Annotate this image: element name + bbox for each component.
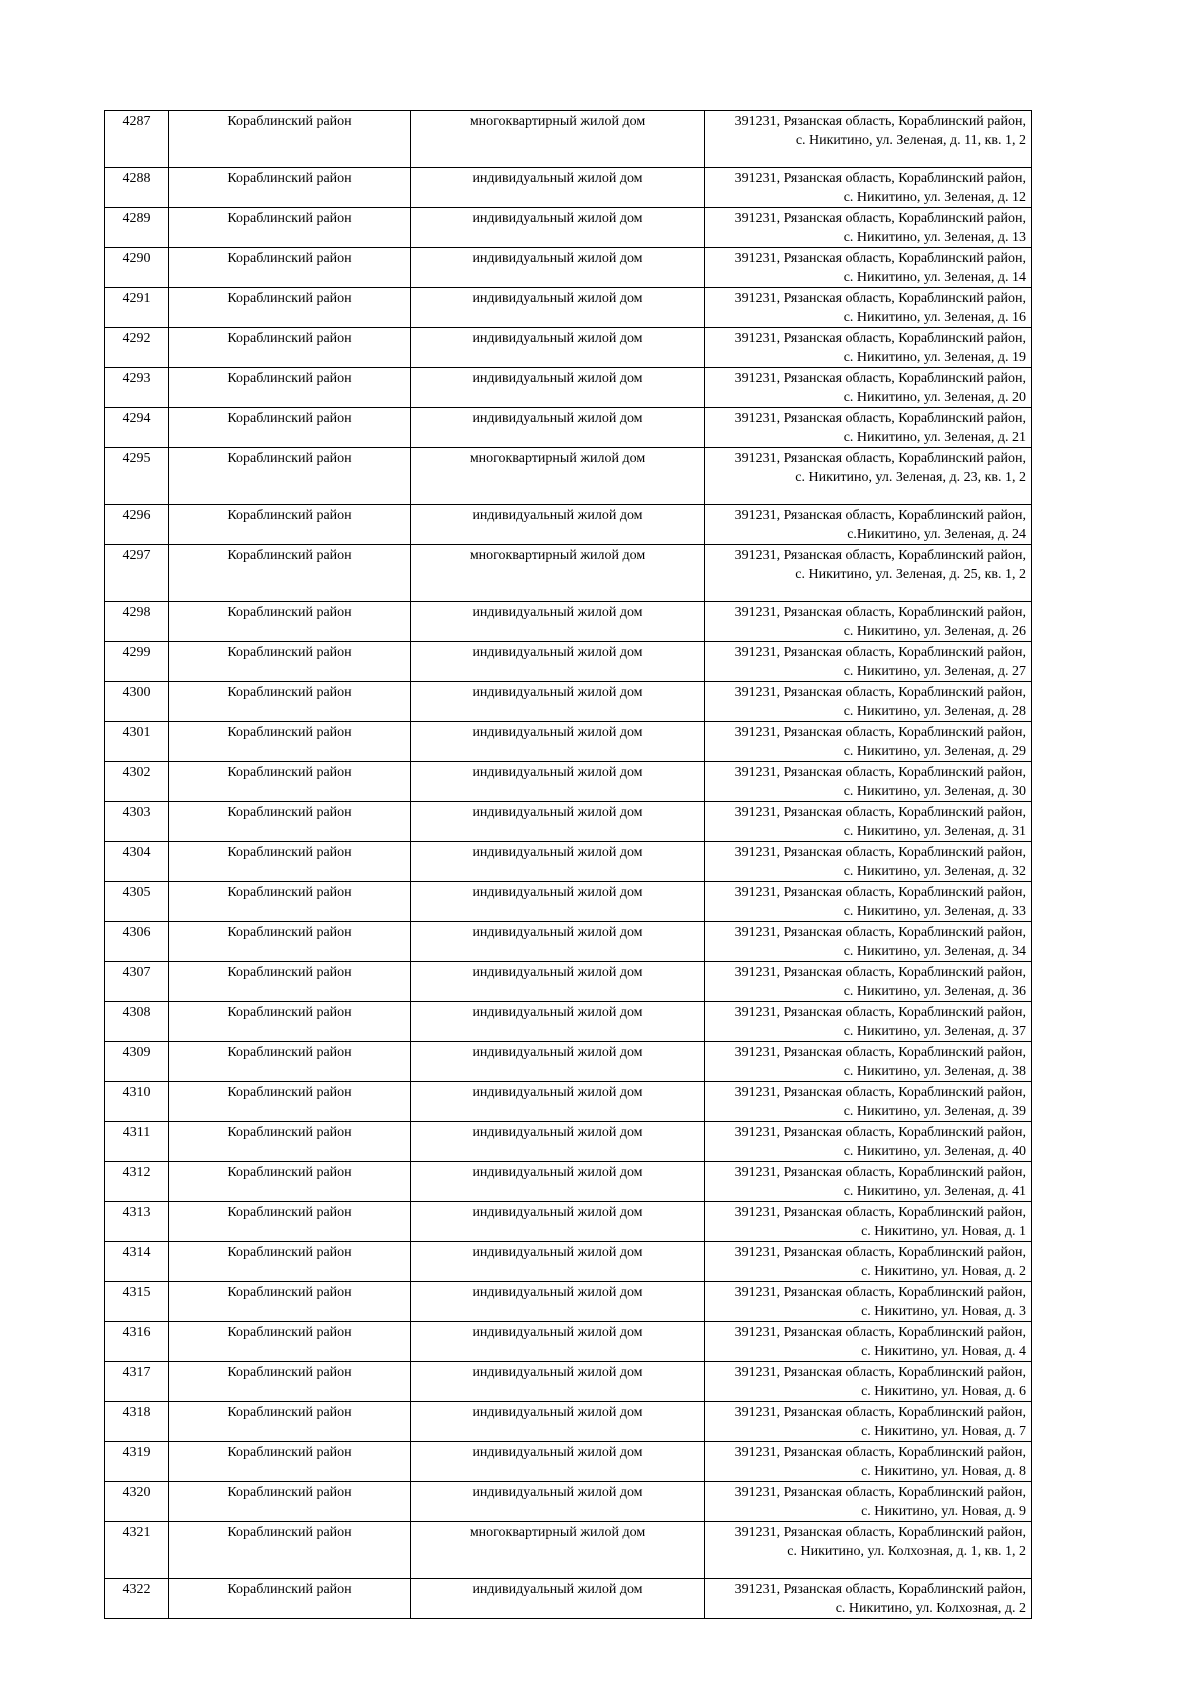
district-cell: Кораблинский район (169, 922, 411, 962)
building-type-cell: индивидуальный жилой дом (411, 1579, 705, 1619)
address-line-2: с. Никитино, ул. Новая, д. 2 (861, 1264, 1026, 1279)
district-cell: Кораблинский район (169, 168, 411, 208)
address-line-1: 391231, Рязанская область, Кораблинский район, (734, 1045, 1026, 1060)
building-type-cell: индивидуальный жилой дом (411, 1362, 705, 1402)
address-cell (705, 722, 1032, 762)
row-number-cell: 4322 (105, 1579, 169, 1619)
row-number-cell: 4295 (105, 448, 169, 505)
table-row (105, 408, 1032, 448)
row-number-cell: 4300 (105, 682, 169, 722)
address-cell (705, 1042, 1032, 1082)
address-line-2: с. Никитино, ул. Зеленая, д. 41 (843, 1184, 1026, 1199)
district-cell: Кораблинский район (169, 545, 411, 602)
address-line-1: 391231, Рязанская область, Кораблинский район, (734, 725, 1026, 740)
district-cell: Кораблинский район (169, 111, 411, 168)
building-type-cell: индивидуальный жилой дом (411, 882, 705, 922)
row-number-cell: 4288 (105, 168, 169, 208)
table-row (105, 1082, 1032, 1122)
building-type-cell: индивидуальный жилой дом (411, 248, 705, 288)
address-line-1: 391231, Рязанская область, Кораблинский район, (734, 371, 1026, 386)
row-number-cell: 4303 (105, 802, 169, 842)
address-cell (705, 1579, 1032, 1619)
table-row (105, 1522, 1032, 1579)
address-line-1: 391231, Рязанская область, Кораблинский район, (734, 805, 1026, 820)
district-cell: Кораблинский район (169, 722, 411, 762)
address-line-1: 391231, Рязанская область, Кораблинский район, (734, 885, 1026, 900)
address-cell (705, 1002, 1032, 1042)
address-line-1: 391231, Рязанская область, Кораблинский район, (734, 1205, 1026, 1220)
building-type-cell: индивидуальный жилой дом (411, 1402, 705, 1442)
address-line-2: с. Никитино, ул. Зеленая, д. 33 (843, 904, 1026, 919)
district-cell: Кораблинский район (169, 1082, 411, 1122)
building-type-cell: многоквартирный жилой дом (411, 448, 705, 505)
address-cell (705, 1442, 1032, 1482)
address-line-1: 391231, Рязанская область, Кораблинский район, (734, 1525, 1026, 1540)
address-cell (705, 368, 1032, 408)
address-cell (705, 408, 1032, 448)
address-cell (705, 505, 1032, 545)
address-line-2: с. Никитино, ул. Зеленая, д. 38 (843, 1064, 1026, 1079)
address-line-2: с. Никитино, ул. Зеленая, д. 12 (843, 190, 1026, 205)
district-cell: Кораблинский район (169, 1202, 411, 1242)
address-line-2: с. Никитино, ул. Зеленая, д. 36 (843, 984, 1026, 999)
address-line-2: с. Никитино, ул. Зеленая, д. 40 (843, 1144, 1026, 1159)
district-cell: Кораблинский район (169, 1442, 411, 1482)
address-cell (705, 208, 1032, 248)
address-line-2: с. Никитино, ул. Новая, д. 9 (861, 1504, 1026, 1519)
row-number-cell: 4302 (105, 762, 169, 802)
address-line-2: с. Никитино, ул. Новая, д. 7 (861, 1424, 1026, 1439)
address-line-2: с. Никитино, ул. Зеленая, д. 26 (843, 624, 1026, 639)
table-row (105, 1322, 1032, 1362)
address-cell (705, 682, 1032, 722)
building-type-cell: индивидуальный жилой дом (411, 1482, 705, 1522)
district-cell: Кораблинский район (169, 1242, 411, 1282)
building-type-cell: многоквартирный жилой дом (411, 545, 705, 602)
row-number-cell: 4311 (105, 1122, 169, 1162)
address-line-2: с. Никитино, ул. Колхозная, д. 1, кв. 1, 2 (787, 1544, 1026, 1559)
address-cell (705, 922, 1032, 962)
address-cell (705, 168, 1032, 208)
table-row (105, 545, 1032, 602)
building-type-cell: индивидуальный жилой дом (411, 842, 705, 882)
address-line-1: 391231, Рязанская область, Кораблинский район, (734, 411, 1026, 426)
table-row (105, 1442, 1032, 1482)
building-type-cell: индивидуальный жилой дом (411, 802, 705, 842)
address-line-1: 391231, Рязанская область, Кораблинский район, (734, 548, 1026, 563)
district-cell: Кораблинский район (169, 1002, 411, 1042)
address-line-1: 391231, Рязанская область, Кораблинский район, (734, 114, 1026, 129)
table-row (105, 1242, 1032, 1282)
address-cell (705, 1162, 1032, 1202)
address-line-2: с. Никитино, ул. Зеленая, д. 20 (843, 390, 1026, 405)
registry-table (104, 110, 1032, 1619)
address-line-1: 391231, Рязанская область, Кораблинский район, (734, 211, 1026, 226)
address-cell (705, 1362, 1032, 1402)
building-type-cell: индивидуальный жилой дом (411, 1082, 705, 1122)
address-line-2: с. Никитино, ул. Зеленая, д. 23, кв. 1, 2 (795, 470, 1026, 485)
address-line-1: 391231, Рязанская область, Кораблинский район, (734, 331, 1026, 346)
row-number-cell: 4307 (105, 962, 169, 1002)
building-type-cell: индивидуальный жилой дом (411, 1042, 705, 1082)
address-line-1: 391231, Рязанская область, Кораблинский район, (734, 965, 1026, 980)
district-cell: Кораблинский район (169, 962, 411, 1002)
district-cell: Кораблинский район (169, 288, 411, 328)
building-type-cell: индивидуальный жилой дом (411, 328, 705, 368)
address-line-2: с. Никитино, ул. Зеленая, д. 34 (843, 944, 1026, 959)
row-number-cell: 4292 (105, 328, 169, 368)
address-cell (705, 1402, 1032, 1442)
building-type-cell: индивидуальный жилой дом (411, 762, 705, 802)
building-type-cell: индивидуальный жилой дом (411, 208, 705, 248)
district-cell: Кораблинский район (169, 1322, 411, 1362)
address-cell (705, 1322, 1032, 1362)
address-line-1: 391231, Рязанская область, Кораблинский район, (734, 508, 1026, 523)
building-type-cell: индивидуальный жилой дом (411, 1442, 705, 1482)
address-cell (705, 1522, 1032, 1579)
address-line-2: с. Никитино, ул. Зеленая, д. 30 (843, 784, 1026, 799)
district-cell: Кораблинский район (169, 328, 411, 368)
table-row (105, 762, 1032, 802)
address-cell (705, 1282, 1032, 1322)
table-row (105, 602, 1032, 642)
address-line-1: 391231, Рязанская область, Кораблинский район, (734, 1582, 1026, 1597)
address-line-1: 391231, Рязанская область, Кораблинский район, (734, 1325, 1026, 1340)
address-line-2: с. Никитино, ул. Зеленая, д. 16 (843, 310, 1026, 325)
address-cell (705, 111, 1032, 168)
table-row (105, 1362, 1032, 1402)
row-number-cell: 4321 (105, 1522, 169, 1579)
address-line-2: с. Никитино, ул. Зеленая, д. 11, кв. 1, 2 (795, 133, 1026, 148)
building-type-cell: индивидуальный жилой дом (411, 505, 705, 545)
row-number-cell: 4320 (105, 1482, 169, 1522)
address-line-2: с. Никитино, ул. Новая, д. 3 (861, 1304, 1026, 1319)
row-number-cell: 4291 (105, 288, 169, 328)
district-cell: Кораблинский район (169, 762, 411, 802)
district-cell: Кораблинский район (169, 208, 411, 248)
row-number-cell: 4305 (105, 882, 169, 922)
row-number-cell: 4313 (105, 1202, 169, 1242)
table-row (105, 1402, 1032, 1442)
district-cell: Кораблинский район (169, 1402, 411, 1442)
address-line-1: 391231, Рязанская область, Кораблинский район, (734, 291, 1026, 306)
address-line-2: с. Никитино, ул. Зеленая, д. 13 (843, 230, 1026, 245)
district-cell: Кораблинский район (169, 1042, 411, 1082)
district-cell: Кораблинский район (169, 802, 411, 842)
address-line-2: с. Никитино, ул. Новая, д. 8 (861, 1464, 1026, 1479)
row-number-cell: 4293 (105, 368, 169, 408)
district-cell: Кораблинский район (169, 408, 411, 448)
district-cell: Кораблинский район (169, 1482, 411, 1522)
building-type-cell: индивидуальный жилой дом (411, 288, 705, 328)
address-line-1: 391231, Рязанская область, Кораблинский район, (734, 1485, 1026, 1500)
address-cell (705, 842, 1032, 882)
address-line-1: 391231, Рязанская область, Кораблинский район, (734, 1125, 1026, 1140)
table-row (105, 368, 1032, 408)
table-row (105, 842, 1032, 882)
building-type-cell: индивидуальный жилой дом (411, 1242, 705, 1282)
table-row (105, 208, 1032, 248)
table-row (105, 288, 1032, 328)
address-line-1: 391231, Рязанская область, Кораблинский район, (734, 1005, 1026, 1020)
address-line-1: 391231, Рязанская область, Кораблинский район, (734, 1365, 1026, 1380)
table-row (105, 962, 1032, 1002)
row-number-cell: 4287 (105, 111, 169, 168)
address-line-2: с.Никитино, ул. Зеленая, д. 24 (847, 527, 1026, 542)
building-type-cell: индивидуальный жилой дом (411, 1322, 705, 1362)
address-line-2: с. Никитино, ул. Зеленая, д. 31 (843, 824, 1026, 839)
address-cell (705, 288, 1032, 328)
table-row (105, 682, 1032, 722)
table-row (105, 505, 1032, 545)
building-type-cell: индивидуальный жилой дом (411, 1162, 705, 1202)
building-type-cell: индивидуальный жилой дом (411, 1122, 705, 1162)
row-number-cell: 4296 (105, 505, 169, 545)
building-type-cell: многоквартирный жилой дом (411, 111, 705, 168)
address-line-2: с. Никитино, ул. Зеленая, д. 32 (843, 864, 1026, 879)
district-cell: Кораблинский район (169, 448, 411, 505)
district-cell: Кораблинский район (169, 368, 411, 408)
row-number-cell: 4289 (105, 208, 169, 248)
address-line-2: с. Никитино, ул. Зеленая, д. 19 (843, 350, 1026, 365)
district-cell: Кораблинский район (169, 1522, 411, 1579)
address-line-2: с. Никитино, ул. Колхозная, д. 2 (835, 1601, 1026, 1616)
table-row (105, 642, 1032, 682)
address-cell (705, 545, 1032, 602)
table-row (105, 328, 1032, 368)
address-line-1: 391231, Рязанская область, Кораблинский район, (734, 685, 1026, 700)
table-row (105, 722, 1032, 762)
address-line-2: с. Никитино, ул. Зеленая, д. 14 (843, 270, 1026, 285)
table-row (105, 1162, 1032, 1202)
address-line-2: с. Никитино, ул. Зеленая, д. 27 (843, 664, 1026, 679)
building-type-cell: индивидуальный жилой дом (411, 642, 705, 682)
address-line-1: 391231, Рязанская область, Кораблинский район, (734, 605, 1026, 620)
row-number-cell: 4308 (105, 1002, 169, 1042)
address-cell (705, 602, 1032, 642)
address-line-1: 391231, Рязанская область, Кораблинский район, (734, 1085, 1026, 1100)
address-line-1: 391231, Рязанская область, Кораблинский район, (734, 845, 1026, 860)
address-line-2: с. Никитино, ул. Новая, д. 6 (861, 1384, 1026, 1399)
district-cell: Кораблинский район (169, 1162, 411, 1202)
row-number-cell: 4309 (105, 1042, 169, 1082)
address-line-2: с. Никитино, ул. Зеленая, д. 21 (843, 430, 1026, 445)
address-line-1: 391231, Рязанская область, Кораблинский район, (734, 451, 1026, 466)
table-row (105, 1282, 1032, 1322)
address-cell (705, 882, 1032, 922)
address-line-1: 391231, Рязанская область, Кораблинский район, (734, 171, 1026, 186)
row-number-cell: 4297 (105, 545, 169, 602)
row-number-cell: 4301 (105, 722, 169, 762)
address-cell (705, 762, 1032, 802)
building-type-cell: индивидуальный жилой дом (411, 168, 705, 208)
row-number-cell: 4298 (105, 602, 169, 642)
building-type-cell: индивидуальный жилой дом (411, 962, 705, 1002)
district-cell: Кораблинский район (169, 248, 411, 288)
address-cell (705, 642, 1032, 682)
district-cell: Кораблинский район (169, 1282, 411, 1322)
address-cell (705, 1242, 1032, 1282)
district-cell: Кораблинский район (169, 1362, 411, 1402)
row-number-cell: 4310 (105, 1082, 169, 1122)
district-cell: Кораблинский район (169, 602, 411, 642)
building-type-cell: индивидуальный жилой дом (411, 922, 705, 962)
address-line-1: 391231, Рязанская область, Кораблинский район, (734, 251, 1026, 266)
row-number-cell: 4290 (105, 248, 169, 288)
table-row (105, 248, 1032, 288)
building-type-cell: индивидуальный жилой дом (411, 1002, 705, 1042)
address-line-1: 391231, Рязанская область, Кораблинский район, (734, 1245, 1026, 1260)
table-row (105, 802, 1032, 842)
address-line-1: 391231, Рязанская область, Кораблинский район, (734, 925, 1026, 940)
address-line-1: 391231, Рязанская область, Кораблинский район, (734, 1405, 1026, 1420)
address-line-1: 391231, Рязанская область, Кораблинский район, (734, 1165, 1026, 1180)
building-type-cell: индивидуальный жилой дом (411, 408, 705, 448)
address-line-1: 391231, Рязанская область, Кораблинский район, (734, 765, 1026, 780)
row-number-cell: 4317 (105, 1362, 169, 1402)
row-number-cell: 4316 (105, 1322, 169, 1362)
table-row (105, 1482, 1032, 1522)
address-line-2: с. Никитино, ул. Новая, д. 4 (861, 1344, 1026, 1359)
row-number-cell: 4315 (105, 1282, 169, 1322)
address-cell (705, 962, 1032, 1002)
row-number-cell: 4306 (105, 922, 169, 962)
table-row (105, 922, 1032, 962)
address-line-2: с. Никитино, ул. Зеленая, д. 37 (843, 1024, 1026, 1039)
district-cell: Кораблинский район (169, 882, 411, 922)
building-type-cell: индивидуальный жилой дом (411, 682, 705, 722)
district-cell: Кораблинский район (169, 1122, 411, 1162)
table-row (105, 1202, 1032, 1242)
address-cell (705, 1122, 1032, 1162)
building-type-cell: индивидуальный жилой дом (411, 602, 705, 642)
table-row (105, 448, 1032, 505)
building-type-cell: индивидуальный жилой дом (411, 368, 705, 408)
table-row (105, 1579, 1032, 1619)
table-row (105, 111, 1032, 168)
address-cell (705, 1482, 1032, 1522)
building-type-cell: индивидуальный жилой дом (411, 1202, 705, 1242)
district-cell: Кораблинский район (169, 505, 411, 545)
address-line-1: 391231, Рязанская область, Кораблинский район, (734, 645, 1026, 660)
address-line-2: с. Никитино, ул. Зеленая, д. 25, кв. 1, 2 (795, 567, 1026, 582)
address-cell (705, 1082, 1032, 1122)
address-cell (705, 248, 1032, 288)
building-type-cell: индивидуальный жилой дом (411, 722, 705, 762)
district-cell: Кораблинский район (169, 1579, 411, 1619)
row-number-cell: 4312 (105, 1162, 169, 1202)
building-type-cell: многоквартирный жилой дом (411, 1522, 705, 1579)
table-row (105, 1002, 1032, 1042)
address-cell (705, 802, 1032, 842)
building-type-cell: индивидуальный жилой дом (411, 1282, 705, 1322)
row-number-cell: 4314 (105, 1242, 169, 1282)
address-line-2: с. Никитино, ул. Новая, д. 1 (861, 1224, 1026, 1239)
table-row (105, 1122, 1032, 1162)
district-cell: Кораблинский район (169, 682, 411, 722)
row-number-cell: 4319 (105, 1442, 169, 1482)
district-cell: Кораблинский район (169, 842, 411, 882)
row-number-cell: 4304 (105, 842, 169, 882)
address-cell (705, 328, 1032, 368)
registry-table-body (105, 111, 1032, 1619)
row-number-cell: 4318 (105, 1402, 169, 1442)
address-cell (705, 448, 1032, 505)
address-line-2: с. Никитино, ул. Зеленая, д. 28 (843, 704, 1026, 719)
address-line-2: с. Никитино, ул. Зеленая, д. 29 (843, 744, 1026, 759)
address-line-1: 391231, Рязанская область, Кораблинский район, (734, 1285, 1026, 1300)
address-line-1: 391231, Рязанская область, Кораблинский район, (734, 1445, 1026, 1460)
table-row (105, 882, 1032, 922)
row-number-cell: 4294 (105, 408, 169, 448)
address-line-2: с. Никитино, ул. Зеленая, д. 39 (843, 1104, 1026, 1119)
row-number-cell: 4299 (105, 642, 169, 682)
table-row (105, 1042, 1032, 1082)
district-cell: Кораблинский район (169, 642, 411, 682)
table-row (105, 168, 1032, 208)
address-cell (705, 1202, 1032, 1242)
